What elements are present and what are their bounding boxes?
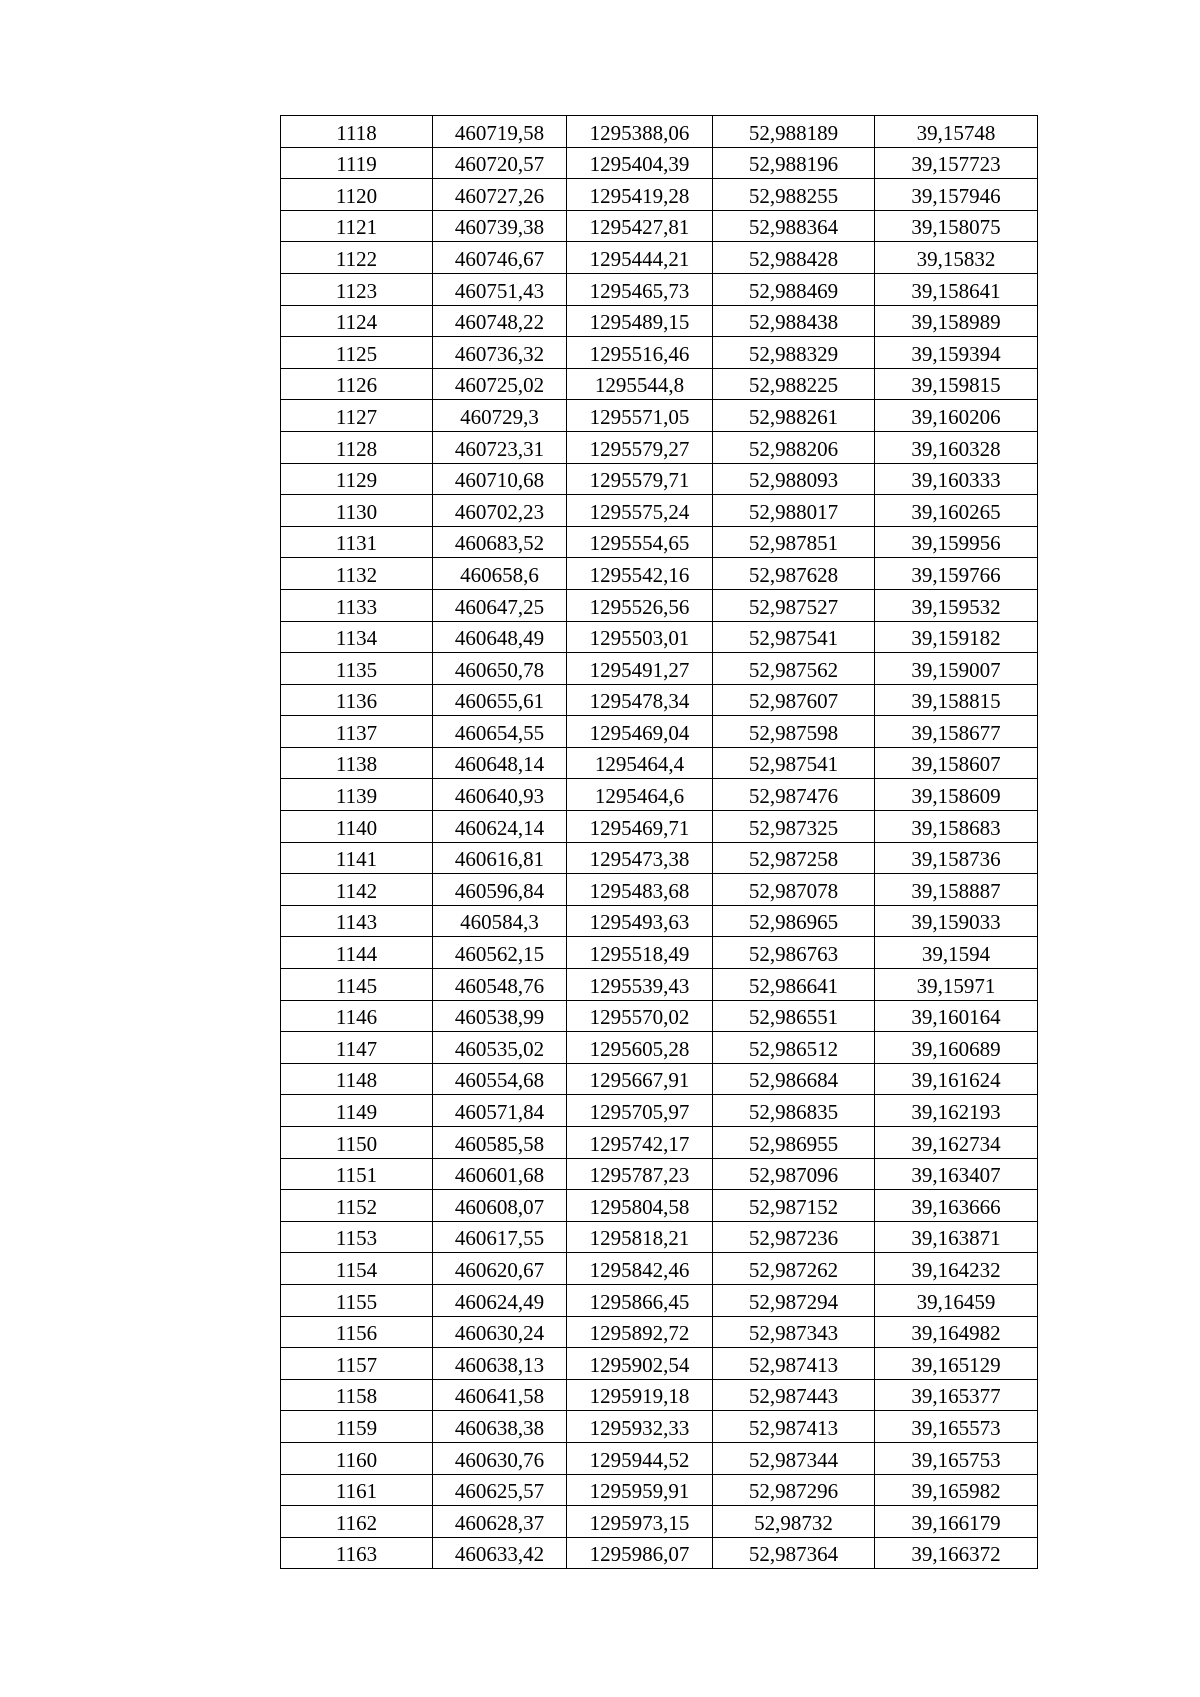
longitude-cell: 39,159815 (875, 368, 1038, 400)
table-row (281, 1411, 1038, 1443)
x-coordinate-cell: 460616,81 (433, 842, 567, 874)
point-number-cell: 1124 (281, 305, 433, 337)
latitude-cell: 52,988196 (713, 147, 875, 179)
table-row (281, 1474, 1038, 1506)
latitude-cell: 52,988255 (713, 179, 875, 211)
point-number-cell: 1143 (281, 905, 433, 937)
table-row (281, 305, 1038, 337)
y-coordinate-cell: 1295866,45 (567, 1284, 713, 1316)
latitude-cell: 52,987236 (713, 1221, 875, 1253)
table-row (281, 842, 1038, 874)
latitude-cell: 52,987078 (713, 874, 875, 906)
x-coordinate-cell: 460683,52 (433, 526, 567, 558)
point-number-cell: 1121 (281, 210, 433, 242)
longitude-cell: 39,165753 (875, 1442, 1038, 1474)
y-coordinate-cell: 1295491,27 (567, 653, 713, 685)
table-row (281, 1316, 1038, 1348)
table-row (281, 273, 1038, 305)
y-coordinate-cell: 1295605,28 (567, 1032, 713, 1064)
longitude-cell: 39,160164 (875, 1000, 1038, 1032)
table-row (281, 242, 1038, 274)
table-row (281, 1537, 1038, 1569)
y-coordinate-cell: 1295469,71 (567, 811, 713, 843)
latitude-cell: 52,987541 (713, 621, 875, 653)
table-row (281, 210, 1038, 242)
coordinates-table (280, 115, 1038, 1569)
y-coordinate-cell: 1295388,06 (567, 116, 713, 148)
x-coordinate-cell: 460654,55 (433, 716, 567, 748)
longitude-cell: 39,160328 (875, 431, 1038, 463)
latitude-cell: 52,986684 (713, 1063, 875, 1095)
x-coordinate-cell: 460658,6 (433, 558, 567, 590)
longitude-cell: 39,1594 (875, 937, 1038, 969)
y-coordinate-cell: 1295478,34 (567, 684, 713, 716)
x-coordinate-cell: 460655,61 (433, 684, 567, 716)
point-number-cell: 1138 (281, 747, 433, 779)
point-number-cell: 1152 (281, 1190, 433, 1222)
longitude-cell: 39,158075 (875, 210, 1038, 242)
longitude-cell: 39,160333 (875, 463, 1038, 495)
y-coordinate-cell: 1295902,54 (567, 1348, 713, 1380)
latitude-cell: 52,98732 (713, 1506, 875, 1538)
y-coordinate-cell: 1295944,52 (567, 1442, 713, 1474)
table-row (281, 589, 1038, 621)
longitude-cell: 39,157946 (875, 179, 1038, 211)
table-row (281, 747, 1038, 779)
point-number-cell: 1123 (281, 273, 433, 305)
longitude-cell: 39,158677 (875, 716, 1038, 748)
longitude-cell: 39,158887 (875, 874, 1038, 906)
latitude-cell: 52,987851 (713, 526, 875, 558)
y-coordinate-cell: 1295579,27 (567, 431, 713, 463)
point-number-cell: 1136 (281, 684, 433, 716)
table-row (281, 116, 1038, 148)
latitude-cell: 52,987413 (713, 1348, 875, 1380)
latitude-cell: 52,987344 (713, 1442, 875, 1474)
point-number-cell: 1120 (281, 179, 433, 211)
latitude-cell: 52,988261 (713, 400, 875, 432)
point-number-cell: 1161 (281, 1474, 433, 1506)
y-coordinate-cell: 1295787,23 (567, 1158, 713, 1190)
latitude-cell: 52,988438 (713, 305, 875, 337)
y-coordinate-cell: 1295483,68 (567, 874, 713, 906)
longitude-cell: 39,159532 (875, 589, 1038, 621)
latitude-cell: 52,988329 (713, 337, 875, 369)
point-number-cell: 1148 (281, 1063, 433, 1095)
x-coordinate-cell: 460548,76 (433, 969, 567, 1001)
x-coordinate-cell: 460535,02 (433, 1032, 567, 1064)
x-coordinate-cell: 460624,14 (433, 811, 567, 843)
x-coordinate-cell: 460608,07 (433, 1190, 567, 1222)
y-coordinate-cell: 1295526,56 (567, 589, 713, 621)
y-coordinate-cell: 1295444,21 (567, 242, 713, 274)
y-coordinate-cell: 1295919,18 (567, 1379, 713, 1411)
table-row (281, 937, 1038, 969)
y-coordinate-cell: 1295518,49 (567, 937, 713, 969)
x-coordinate-cell: 460725,02 (433, 368, 567, 400)
latitude-cell: 52,987598 (713, 716, 875, 748)
y-coordinate-cell: 1295932,33 (567, 1411, 713, 1443)
latitude-cell: 52,986512 (713, 1032, 875, 1064)
x-coordinate-cell: 460736,32 (433, 337, 567, 369)
y-coordinate-cell: 1295892,72 (567, 1316, 713, 1348)
longitude-cell: 39,166372 (875, 1537, 1038, 1569)
x-coordinate-cell: 460630,76 (433, 1442, 567, 1474)
latitude-cell: 52,987343 (713, 1316, 875, 1348)
table-row (281, 526, 1038, 558)
point-number-cell: 1119 (281, 147, 433, 179)
x-coordinate-cell: 460624,49 (433, 1284, 567, 1316)
point-number-cell: 1153 (281, 1221, 433, 1253)
latitude-cell: 52,988225 (713, 368, 875, 400)
point-number-cell: 1142 (281, 874, 433, 906)
point-number-cell: 1145 (281, 969, 433, 1001)
latitude-cell: 52,988189 (713, 116, 875, 148)
point-number-cell: 1144 (281, 937, 433, 969)
table-row (281, 621, 1038, 653)
latitude-cell: 52,987096 (713, 1158, 875, 1190)
point-number-cell: 1162 (281, 1506, 433, 1538)
point-number-cell: 1163 (281, 1537, 433, 1569)
y-coordinate-cell: 1295469,04 (567, 716, 713, 748)
latitude-cell: 52,988093 (713, 463, 875, 495)
y-coordinate-cell: 1295554,65 (567, 526, 713, 558)
y-coordinate-cell: 1295959,91 (567, 1474, 713, 1506)
y-coordinate-cell: 1295464,6 (567, 779, 713, 811)
longitude-cell: 39,164982 (875, 1316, 1038, 1348)
latitude-cell: 52,987527 (713, 589, 875, 621)
point-number-cell: 1158 (281, 1379, 433, 1411)
longitude-cell: 39,158641 (875, 273, 1038, 305)
y-coordinate-cell: 1295503,01 (567, 621, 713, 653)
table-row (281, 1063, 1038, 1095)
table-row (281, 495, 1038, 527)
x-coordinate-cell: 460596,84 (433, 874, 567, 906)
x-coordinate-cell: 460729,3 (433, 400, 567, 432)
longitude-cell: 39,163666 (875, 1190, 1038, 1222)
x-coordinate-cell: 460748,22 (433, 305, 567, 337)
x-coordinate-cell: 460625,57 (433, 1474, 567, 1506)
latitude-cell: 52,986551 (713, 1000, 875, 1032)
latitude-cell: 52,986763 (713, 937, 875, 969)
table-row (281, 1348, 1038, 1380)
latitude-cell: 52,987628 (713, 558, 875, 590)
table-row (281, 1253, 1038, 1285)
latitude-cell: 52,987262 (713, 1253, 875, 1285)
latitude-cell: 52,986641 (713, 969, 875, 1001)
point-number-cell: 1131 (281, 526, 433, 558)
point-number-cell: 1155 (281, 1284, 433, 1316)
point-number-cell: 1146 (281, 1000, 433, 1032)
table-row (281, 431, 1038, 463)
latitude-cell: 52,987296 (713, 1474, 875, 1506)
table-row (281, 779, 1038, 811)
point-number-cell: 1118 (281, 116, 433, 148)
point-number-cell: 1122 (281, 242, 433, 274)
latitude-cell: 52,986965 (713, 905, 875, 937)
x-coordinate-cell: 460585,58 (433, 1127, 567, 1159)
point-number-cell: 1140 (281, 811, 433, 843)
longitude-cell: 39,16459 (875, 1284, 1038, 1316)
table-row (281, 400, 1038, 432)
x-coordinate-cell: 460641,58 (433, 1379, 567, 1411)
longitude-cell: 39,158736 (875, 842, 1038, 874)
table-row (281, 874, 1038, 906)
y-coordinate-cell: 1295419,28 (567, 179, 713, 211)
latitude-cell: 52,987562 (713, 653, 875, 685)
x-coordinate-cell: 460630,24 (433, 1316, 567, 1348)
x-coordinate-cell: 460617,55 (433, 1221, 567, 1253)
point-number-cell: 1154 (281, 1253, 433, 1285)
point-number-cell: 1134 (281, 621, 433, 653)
table-row (281, 905, 1038, 937)
y-coordinate-cell: 1295818,21 (567, 1221, 713, 1253)
x-coordinate-cell: 460648,49 (433, 621, 567, 653)
point-number-cell: 1135 (281, 653, 433, 685)
y-coordinate-cell: 1295973,15 (567, 1506, 713, 1538)
y-coordinate-cell: 1295986,07 (567, 1537, 713, 1569)
y-coordinate-cell: 1295842,46 (567, 1253, 713, 1285)
coordinates-table-body (281, 116, 1038, 1569)
longitude-cell: 39,159007 (875, 653, 1038, 685)
table-row (281, 969, 1038, 1001)
x-coordinate-cell: 460727,26 (433, 179, 567, 211)
table-row (281, 716, 1038, 748)
y-coordinate-cell: 1295493,63 (567, 905, 713, 937)
table-row (281, 558, 1038, 590)
longitude-cell: 39,161624 (875, 1063, 1038, 1095)
point-number-cell: 1128 (281, 431, 433, 463)
longitude-cell: 39,15971 (875, 969, 1038, 1001)
x-coordinate-cell: 460720,57 (433, 147, 567, 179)
longitude-cell: 39,162734 (875, 1127, 1038, 1159)
longitude-cell: 39,159394 (875, 337, 1038, 369)
point-number-cell: 1137 (281, 716, 433, 748)
table-row (281, 147, 1038, 179)
longitude-cell: 39,157723 (875, 147, 1038, 179)
y-coordinate-cell: 1295804,58 (567, 1190, 713, 1222)
x-coordinate-cell: 460723,31 (433, 431, 567, 463)
point-number-cell: 1133 (281, 589, 433, 621)
y-coordinate-cell: 1295575,24 (567, 495, 713, 527)
latitude-cell: 52,988017 (713, 495, 875, 527)
y-coordinate-cell: 1295464,4 (567, 747, 713, 779)
longitude-cell: 39,158607 (875, 747, 1038, 779)
longitude-cell: 39,164232 (875, 1253, 1038, 1285)
longitude-cell: 39,159766 (875, 558, 1038, 590)
longitude-cell: 39,158609 (875, 779, 1038, 811)
x-coordinate-cell: 460650,78 (433, 653, 567, 685)
table-row (281, 1190, 1038, 1222)
y-coordinate-cell: 1295539,43 (567, 969, 713, 1001)
x-coordinate-cell: 460648,14 (433, 747, 567, 779)
y-coordinate-cell: 1295570,02 (567, 1000, 713, 1032)
longitude-cell: 39,163407 (875, 1158, 1038, 1190)
longitude-cell: 39,165573 (875, 1411, 1038, 1443)
table-row (281, 1032, 1038, 1064)
longitude-cell: 39,159182 (875, 621, 1038, 653)
longitude-cell: 39,160265 (875, 495, 1038, 527)
longitude-cell: 39,165982 (875, 1474, 1038, 1506)
x-coordinate-cell: 460601,68 (433, 1158, 567, 1190)
x-coordinate-cell: 460647,25 (433, 589, 567, 621)
latitude-cell: 52,988469 (713, 273, 875, 305)
point-number-cell: 1139 (281, 779, 433, 811)
x-coordinate-cell: 460638,38 (433, 1411, 567, 1443)
longitude-cell: 39,15832 (875, 242, 1038, 274)
y-coordinate-cell: 1295465,73 (567, 273, 713, 305)
x-coordinate-cell: 460746,67 (433, 242, 567, 274)
longitude-cell: 39,160689 (875, 1032, 1038, 1064)
longitude-cell: 39,158989 (875, 305, 1038, 337)
longitude-cell: 39,163871 (875, 1221, 1038, 1253)
latitude-cell: 52,988206 (713, 431, 875, 463)
point-number-cell: 1151 (281, 1158, 433, 1190)
latitude-cell: 52,987364 (713, 1537, 875, 1569)
latitude-cell: 52,988364 (713, 210, 875, 242)
table-row (281, 684, 1038, 716)
x-coordinate-cell: 460719,58 (433, 116, 567, 148)
latitude-cell: 52,987443 (713, 1379, 875, 1411)
x-coordinate-cell: 460739,38 (433, 210, 567, 242)
table-row (281, 1442, 1038, 1474)
point-number-cell: 1125 (281, 337, 433, 369)
longitude-cell: 39,159956 (875, 526, 1038, 558)
point-number-cell: 1147 (281, 1032, 433, 1064)
y-coordinate-cell: 1295667,91 (567, 1063, 713, 1095)
y-coordinate-cell: 1295516,46 (567, 337, 713, 369)
table-row (281, 463, 1038, 495)
point-number-cell: 1156 (281, 1316, 433, 1348)
table-row (281, 1095, 1038, 1127)
point-number-cell: 1132 (281, 558, 433, 590)
table-row (281, 1158, 1038, 1190)
x-coordinate-cell: 460538,99 (433, 1000, 567, 1032)
point-number-cell: 1130 (281, 495, 433, 527)
y-coordinate-cell: 1295544,8 (567, 368, 713, 400)
table-row (281, 653, 1038, 685)
longitude-cell: 39,160206 (875, 400, 1038, 432)
x-coordinate-cell: 460710,68 (433, 463, 567, 495)
x-coordinate-cell: 460628,37 (433, 1506, 567, 1538)
latitude-cell: 52,986955 (713, 1127, 875, 1159)
table-row (281, 1221, 1038, 1253)
point-number-cell: 1127 (281, 400, 433, 432)
point-number-cell: 1141 (281, 842, 433, 874)
table-row (281, 1284, 1038, 1316)
x-coordinate-cell: 460554,68 (433, 1063, 567, 1095)
latitude-cell: 52,987476 (713, 779, 875, 811)
latitude-cell: 52,986835 (713, 1095, 875, 1127)
latitude-cell: 52,987541 (713, 747, 875, 779)
table-row (281, 179, 1038, 211)
latitude-cell: 52,987152 (713, 1190, 875, 1222)
longitude-cell: 39,165129 (875, 1348, 1038, 1380)
longitude-cell: 39,159033 (875, 905, 1038, 937)
x-coordinate-cell: 460633,42 (433, 1537, 567, 1569)
point-number-cell: 1160 (281, 1442, 433, 1474)
longitude-cell: 39,15748 (875, 116, 1038, 148)
latitude-cell: 52,987413 (713, 1411, 875, 1443)
latitude-cell: 52,987607 (713, 684, 875, 716)
longitude-cell: 39,165377 (875, 1379, 1038, 1411)
x-coordinate-cell: 460584,3 (433, 905, 567, 937)
point-number-cell: 1157 (281, 1348, 433, 1380)
longitude-cell: 39,158815 (875, 684, 1038, 716)
y-coordinate-cell: 1295489,15 (567, 305, 713, 337)
y-coordinate-cell: 1295705,97 (567, 1095, 713, 1127)
point-number-cell: 1159 (281, 1411, 433, 1443)
table-row (281, 337, 1038, 369)
y-coordinate-cell: 1295404,39 (567, 147, 713, 179)
x-coordinate-cell: 460751,43 (433, 273, 567, 305)
y-coordinate-cell: 1295542,16 (567, 558, 713, 590)
latitude-cell: 52,987325 (713, 811, 875, 843)
x-coordinate-cell: 460571,84 (433, 1095, 567, 1127)
y-coordinate-cell: 1295571,05 (567, 400, 713, 432)
table-row (281, 1379, 1038, 1411)
latitude-cell: 52,988428 (713, 242, 875, 274)
point-number-cell: 1150 (281, 1127, 433, 1159)
y-coordinate-cell: 1295742,17 (567, 1127, 713, 1159)
latitude-cell: 52,987294 (713, 1284, 875, 1316)
y-coordinate-cell: 1295579,71 (567, 463, 713, 495)
table-row (281, 368, 1038, 400)
table-row (281, 811, 1038, 843)
point-number-cell: 1129 (281, 463, 433, 495)
table-row (281, 1506, 1038, 1538)
latitude-cell: 52,987258 (713, 842, 875, 874)
x-coordinate-cell: 460702,23 (433, 495, 567, 527)
longitude-cell: 39,158683 (875, 811, 1038, 843)
point-number-cell: 1126 (281, 368, 433, 400)
longitude-cell: 39,162193 (875, 1095, 1038, 1127)
x-coordinate-cell: 460620,67 (433, 1253, 567, 1285)
y-coordinate-cell: 1295427,81 (567, 210, 713, 242)
point-number-cell: 1149 (281, 1095, 433, 1127)
table-row (281, 1127, 1038, 1159)
x-coordinate-cell: 460640,93 (433, 779, 567, 811)
table-row (281, 1000, 1038, 1032)
x-coordinate-cell: 460638,13 (433, 1348, 567, 1380)
longitude-cell: 39,166179 (875, 1506, 1038, 1538)
x-coordinate-cell: 460562,15 (433, 937, 567, 969)
y-coordinate-cell: 1295473,38 (567, 842, 713, 874)
